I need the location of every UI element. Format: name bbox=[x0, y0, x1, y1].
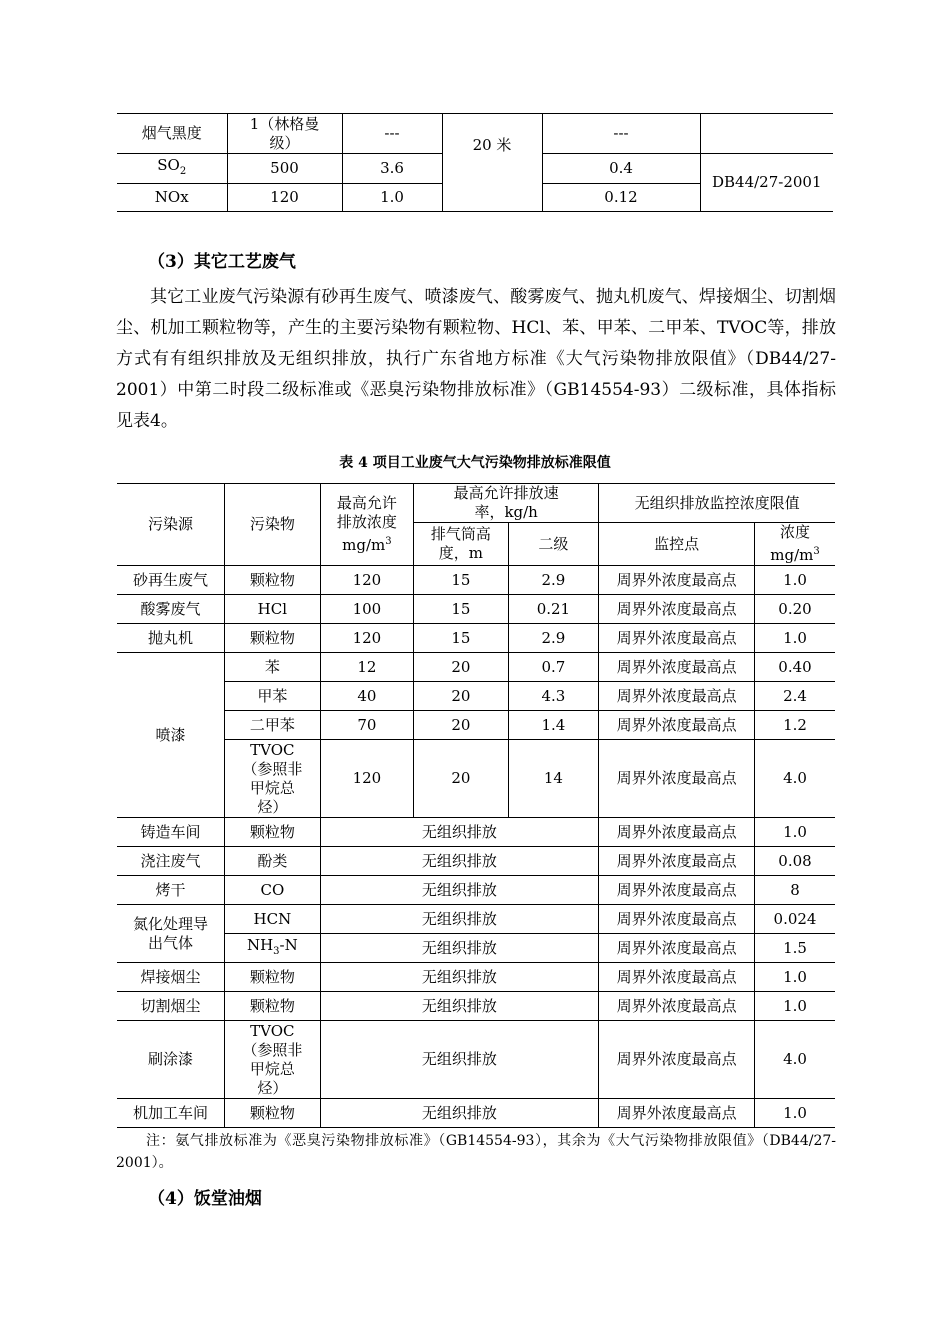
cell-concentration: 70 bbox=[320, 711, 414, 740]
cell-stack-height: 15 bbox=[414, 566, 509, 595]
header-monitor-point: 监控点 bbox=[599, 523, 755, 566]
table-row bbox=[117, 682, 835, 711]
cell-pollutant: CO bbox=[225, 876, 321, 905]
cell-source: 刷涂漆 bbox=[117, 1021, 225, 1099]
cell-pollutant: 二甲苯 bbox=[225, 711, 321, 740]
cell-rate: 0.21 bbox=[508, 595, 599, 624]
table-row bbox=[117, 992, 835, 1021]
cell-monitor-point: 周界外浓度最高点 bbox=[599, 740, 755, 818]
header-source: 污染源 bbox=[117, 484, 225, 566]
table1-rate: 3.6 bbox=[342, 154, 442, 184]
table1-pollutant: 烟气黑度 bbox=[117, 114, 227, 154]
table1-pollutant bbox=[117, 154, 227, 184]
table1-concentration: 120 bbox=[227, 184, 342, 212]
cell-monitor-point: 周界外浓度最高点 bbox=[599, 905, 755, 934]
cell-concentration: 120 bbox=[320, 740, 414, 818]
cell-limit: 1.2 bbox=[755, 711, 835, 740]
table-4-note bbox=[116, 1130, 836, 1174]
table-row bbox=[117, 566, 835, 595]
table-row bbox=[117, 653, 835, 682]
table1-limit: 0.4 bbox=[542, 154, 700, 184]
table-4-caption: 表 4 项目工业废气大气污染物排放标准限值 bbox=[339, 455, 611, 471]
table-row bbox=[117, 711, 835, 740]
cell-stack-height: 15 bbox=[414, 624, 509, 653]
cell-limit: 1.0 bbox=[755, 818, 835, 847]
cell-monitor-point: 周界外浓度最高点 bbox=[599, 847, 755, 876]
cell-monitor-point: 周界外浓度最高点 bbox=[599, 595, 755, 624]
table1-pollutant: NOx bbox=[117, 184, 227, 212]
cell-limit: 8 bbox=[755, 876, 835, 905]
table-row bbox=[117, 847, 835, 876]
table-row bbox=[117, 963, 835, 992]
cell-source: 切割烟尘 bbox=[117, 992, 225, 1021]
cell-limit: 4.0 bbox=[755, 1021, 835, 1099]
cell-monitor-point: 周界外浓度最高点 bbox=[599, 876, 755, 905]
cell-limit: 1.0 bbox=[755, 992, 835, 1021]
cell-emission-mode: 无组织排放 bbox=[320, 876, 599, 905]
table-row bbox=[117, 818, 835, 847]
cell-limit: 0.08 bbox=[755, 847, 835, 876]
cell-emission-mode: 无组织排放 bbox=[320, 934, 599, 963]
cell-monitor-point: 周界外浓度最高点 bbox=[599, 818, 755, 847]
cell-pollutant: HCN bbox=[225, 905, 321, 934]
cell-concentration: 100 bbox=[320, 595, 414, 624]
table1-stack-height: 20 米 bbox=[442, 114, 542, 212]
cell-limit: 1.5 bbox=[755, 934, 835, 963]
cell-concentration: 120 bbox=[320, 566, 414, 595]
cell-emission-mode: 无组织排放 bbox=[320, 1021, 599, 1099]
cell-limit: 0.40 bbox=[755, 653, 835, 682]
section-3-title: （3）其它工艺废气 bbox=[148, 252, 296, 272]
table-row bbox=[117, 1021, 835, 1099]
cell-monitor-point: 周界外浓度最高点 bbox=[599, 682, 755, 711]
table-row bbox=[117, 624, 835, 653]
note-text: 注：氨气排放标准为《恶臭污染物排放标准》（GB14554-93），其余为《大气污染物排放限值》（DB44/27-2001）。 bbox=[116, 1133, 836, 1171]
header-max-concentration bbox=[320, 484, 414, 566]
max-conc-label: 最高允许排放浓度 bbox=[336, 494, 397, 531]
cell-pollutant: 颗粒物 bbox=[225, 818, 321, 847]
cell-source: 酸雾废气 bbox=[117, 595, 225, 624]
cell-pollutant: 颗粒物 bbox=[225, 624, 321, 653]
header-fugitive-limit: 无组织排放监控浓度限值 bbox=[599, 484, 835, 523]
cell-stack-height: 20 bbox=[414, 682, 509, 711]
cell-monitor-point: 周界外浓度最高点 bbox=[599, 963, 755, 992]
cell-emission-mode: 无组织排放 bbox=[320, 818, 599, 847]
cell-pollutant: 苯 bbox=[225, 653, 321, 682]
cell-limit: 1.0 bbox=[755, 624, 835, 653]
max-conc-unit: mg/m bbox=[342, 536, 386, 554]
header-grade-2: 二级 bbox=[508, 523, 599, 566]
conc-unit: mg/m bbox=[770, 546, 814, 564]
cell-limit: 0.20 bbox=[755, 595, 835, 624]
table-row bbox=[117, 595, 835, 624]
table1-empty-standard bbox=[700, 114, 833, 154]
cell-limit: 4.0 bbox=[755, 740, 835, 818]
cell-source: 烤干 bbox=[117, 876, 225, 905]
nh3-base: NH bbox=[246, 935, 274, 954]
cell-rate: 0.7 bbox=[508, 653, 599, 682]
table-row bbox=[117, 876, 835, 905]
cell-source: 喷漆 bbox=[117, 653, 225, 818]
section-4-title: （4）饭堂油烟 bbox=[148, 1189, 262, 1209]
cell-rate: 4.3 bbox=[508, 682, 599, 711]
conc-unit-sup: 3 bbox=[813, 546, 820, 557]
cell-concentration: 40 bbox=[320, 682, 414, 711]
cell-rate: 2.9 bbox=[508, 566, 599, 595]
cell-pollutant: 颗粒物 bbox=[225, 1099, 321, 1128]
cell-limit: 2.4 bbox=[755, 682, 835, 711]
conc-label: 浓度 bbox=[780, 523, 811, 541]
cell-monitor-point: 周界外浓度最高点 bbox=[599, 934, 755, 963]
cell-emission-mode: 无组织排放 bbox=[320, 963, 599, 992]
cell-pollutant: 甲苯 bbox=[225, 682, 321, 711]
cell-rate: 1.4 bbox=[508, 711, 599, 740]
table1-limit: --- bbox=[542, 114, 700, 154]
so2-sub: 2 bbox=[179, 166, 187, 177]
cell-pollutant: 颗粒物 bbox=[225, 566, 321, 595]
cell-source: 氮化处理导出气体 bbox=[117, 905, 225, 963]
header-max-rate: 最高允许排放速率，kg/h bbox=[414, 484, 599, 523]
cell-emission-mode: 无组织排放 bbox=[320, 905, 599, 934]
cell-pollutant: 颗粒物 bbox=[225, 963, 321, 992]
table-row bbox=[117, 934, 835, 963]
table-row bbox=[117, 905, 835, 934]
header-stack-height: 排气筒高度，m bbox=[414, 523, 509, 566]
cell-source: 抛丸机 bbox=[117, 624, 225, 653]
table1-limit: 0.12 bbox=[542, 184, 700, 212]
cell-source: 铸造车间 bbox=[117, 818, 225, 847]
cell-monitor-point: 周界外浓度最高点 bbox=[599, 1099, 755, 1128]
cell-monitor-point: 周界外浓度最高点 bbox=[599, 711, 755, 740]
table1-rate: 1.0 bbox=[342, 184, 442, 212]
cell-concentration: 120 bbox=[320, 624, 414, 653]
section-3-paragraph bbox=[116, 282, 836, 437]
cell-monitor-point: 周界外浓度最高点 bbox=[599, 624, 755, 653]
cell-stack-height: 15 bbox=[414, 595, 509, 624]
header-pollutant: 污染物 bbox=[225, 484, 321, 566]
cell-emission-mode: 无组织排放 bbox=[320, 1099, 599, 1128]
cell-monitor-point: 周界外浓度最高点 bbox=[599, 653, 755, 682]
cell-source: 机加工车间 bbox=[117, 1099, 225, 1128]
table-row bbox=[117, 740, 835, 818]
max-conc-unit-sup: 3 bbox=[385, 536, 392, 547]
section-3-text: 其它工业废气污染源有砂再生废气、喷漆废气、酸雾废气、抛丸机废气、焊接烟尘、切割烟尘、机加工颗粒物等，产生的主要污染物有颗粒物、HCl、苯、甲苯、二甲苯、TVOC等，排放方式有有组织排放及无组织排放，执行广东省地方标准《大气污染物排放限值》（DB44/27-2001）中第二时段二级标准或《恶臭污染物排放标准》（GB14554-93）二级标准，具体指标见表4。 bbox=[116, 287, 836, 431]
cell-limit: 1.0 bbox=[755, 963, 835, 992]
cell-stack-height: 20 bbox=[414, 653, 509, 682]
cell-stack-height: 20 bbox=[414, 711, 509, 740]
nh3-sub: 3 bbox=[273, 945, 280, 957]
table1-rate: --- bbox=[342, 114, 442, 154]
cell-rate: 2.9 bbox=[508, 624, 599, 653]
cell-rate: 14 bbox=[508, 740, 599, 818]
table1-standard: DB44/27-2001 bbox=[700, 154, 833, 212]
cell-stack-height: 20 bbox=[414, 740, 509, 818]
cell-source: 焊接烟尘 bbox=[117, 963, 225, 992]
table1-concentration: 1（林格曼级） bbox=[227, 114, 342, 154]
cell-pollutant bbox=[225, 934, 321, 963]
so2-base: SO bbox=[157, 156, 180, 174]
header-concentration bbox=[755, 523, 835, 566]
cell-emission-mode: 无组织排放 bbox=[320, 847, 599, 876]
nh3-tail: -N bbox=[279, 935, 298, 954]
cell-limit: 1.0 bbox=[755, 1099, 835, 1128]
cell-source: 砂再生废气 bbox=[117, 566, 225, 595]
cell-limit: 0.024 bbox=[755, 905, 835, 934]
cell-concentration: 12 bbox=[320, 653, 414, 682]
table1-concentration: 500 bbox=[227, 154, 342, 184]
cell-emission-mode: 无组织排放 bbox=[320, 992, 599, 1021]
cell-pollutant: TVOC（参照非甲烷总烃） bbox=[225, 1021, 321, 1099]
table-row bbox=[117, 1099, 835, 1128]
cell-pollutant: HCl bbox=[225, 595, 321, 624]
emission-table-continued bbox=[117, 113, 833, 212]
emission-standard-table bbox=[117, 483, 835, 1128]
cell-pollutant: TVOC（参照非甲烷总烃） bbox=[225, 740, 321, 818]
cell-monitor-point: 周界外浓度最高点 bbox=[599, 1021, 755, 1099]
cell-monitor-point: 周界外浓度最高点 bbox=[599, 992, 755, 1021]
cell-monitor-point: 周界外浓度最高点 bbox=[599, 566, 755, 595]
cell-limit: 1.0 bbox=[755, 566, 835, 595]
cell-pollutant: 酚类 bbox=[225, 847, 321, 876]
cell-pollutant: 颗粒物 bbox=[225, 992, 321, 1021]
cell-source: 浇注废气 bbox=[117, 847, 225, 876]
